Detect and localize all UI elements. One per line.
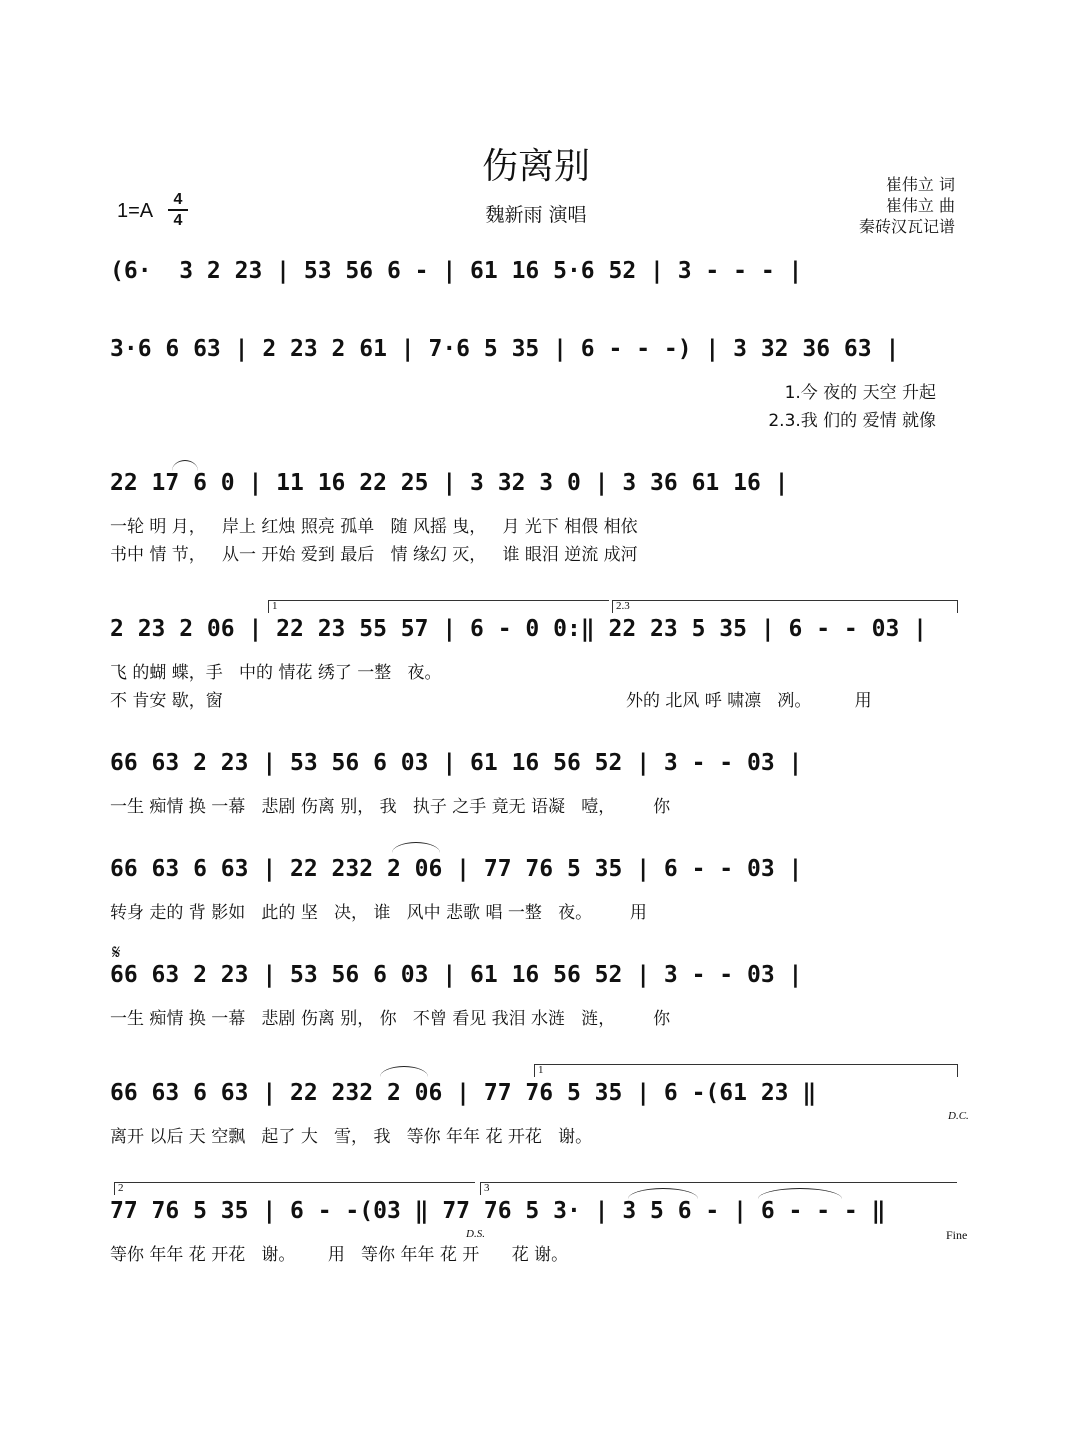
score-line-4-lyric-2b: 外的 北风 呼 啸凛 冽。 用 (626, 691, 872, 711)
score-line-6-notes: 66 63 6 63 | 22 232 2 06 | 77 76 5 35 | 6 - - 03 | (110, 856, 803, 882)
volta-bracket-2-3 (612, 600, 958, 613)
score-line-2-lyric-2: 2.3.我 们的 爱情 就像 (768, 411, 936, 431)
volta-label: 3 (484, 1182, 490, 1194)
dal-segno-mark: D.S. (466, 1228, 485, 1240)
score-line-2-notes: 3·6 6 63 | 2 23 2 61 | 7·6 5 35 | 6 - - -) | 3 32 36 63 | (110, 336, 900, 362)
score-line-5-lyric-1: 一生 痴情 换 一幕 悲剧 伤离 别， 我 执子 之手 竟无 语凝 噎， 你 (110, 797, 671, 817)
slur-mark (392, 842, 440, 853)
song-title: 伤离别 (481, 146, 590, 187)
score-line-4-lyric-1: 飞 的蝴 蝶，手 中的 情花 绣了 一整 夜。 (110, 663, 442, 683)
volta-label: 2.3 (616, 600, 630, 612)
score-line-5-notes: 66 63 2 23 | 53 56 6 03 | 61 16 56 52 | 3 - - 03 | (110, 750, 803, 776)
volta-label: 1 (538, 1064, 544, 1076)
volta-label: 2 (118, 1182, 124, 1194)
score-line-3-notes: 22 17 6 0 | 11 16 22 25 | 3 32 3 0 | 3 36 61 16 | (110, 470, 789, 496)
fine-mark: Fine (946, 1228, 968, 1242)
score-line-3-lyric-2: 书中 情 节， 从一 开始 爱到 最后 情 缘幻 灭， 谁 眼泪 逆流 成河 (110, 545, 638, 565)
time-signature (168, 190, 188, 230)
time-signature-bottom: 4 (168, 209, 188, 230)
volta-bracket-1 (534, 1064, 958, 1077)
score-line-8-lyric-1: 离开 以后 天 空飘 起了 大 雪， 我 等你 年年 花 开花 谢。 (110, 1127, 593, 1147)
score-line-2-lyric-1: 1.今 夜的 天空 升起 (784, 383, 936, 403)
segno-sign: 𝄋 (112, 940, 121, 964)
volta-bracket-2 (114, 1182, 475, 1195)
lyricist-credit: 崔伟立 词 (885, 175, 955, 194)
score-line-8-notes: 66 63 6 63 | 22 232 2 06 | 77 76 5 35 | 6 -(61 23 ‖ (110, 1080, 817, 1106)
score-line-9-lyric-1: 等你 年年 花 开花 谢。 用 等你 年年 花 开 花 谢。 (110, 1245, 569, 1265)
volta-bracket-1 (268, 600, 609, 613)
score-line-6-lyric-1: 转身 走的 背 影如 此的 坚 决， 谁 风中 悲歌 唱 一整 夜。 用 (110, 903, 647, 923)
da-capo-mark: D.C. (948, 1110, 969, 1122)
composer-credit: 崔伟立 曲 (885, 196, 955, 215)
score-line-1-notes: (6· 3 2 23 | 53 56 6 - | 61 16 5·6 52 | 3 - - - | (110, 258, 803, 284)
score-line-4-lyric-2: 不 肯安 歇，窗 (110, 691, 223, 711)
slur-mark (380, 1066, 428, 1077)
volta-label: 1 (272, 600, 278, 612)
volta-bracket-3 (480, 1182, 957, 1195)
score-line-4-notes: 2 23 2 06 | 22 23 55 57 | 6 - 0 0:‖ 22 23 5 35 | 6 - - 03 | (110, 616, 927, 642)
key-signature: 1=A (117, 200, 154, 222)
transcriber-credit: 秦砖汉瓦记谱 (858, 217, 955, 236)
score-line-7-notes: 66 63 2 23 | 53 56 6 03 | 61 16 56 52 | 3 - - 03 | (110, 962, 803, 988)
score-line-7-lyric-1: 一生 痴情 换 一幕 悲剧 伤离 别， 你 不曾 看见 我泪 水涟 涟， 你 (110, 1009, 671, 1029)
score-line-9-notes: 77 76 5 35 | 6 - -(03 ‖ 77 76 5 3· | 3 5 6 - | 6 - - - ‖ (110, 1198, 886, 1224)
singer-credit: 魏新雨 演唱 (485, 204, 587, 226)
time-signature-top: 4 (173, 191, 183, 208)
score-line-3-lyric-1: 一轮 明 月， 岸上 红烛 照亮 孤单 随 风摇 曳， 月 光下 相偎 相依 (110, 517, 638, 537)
